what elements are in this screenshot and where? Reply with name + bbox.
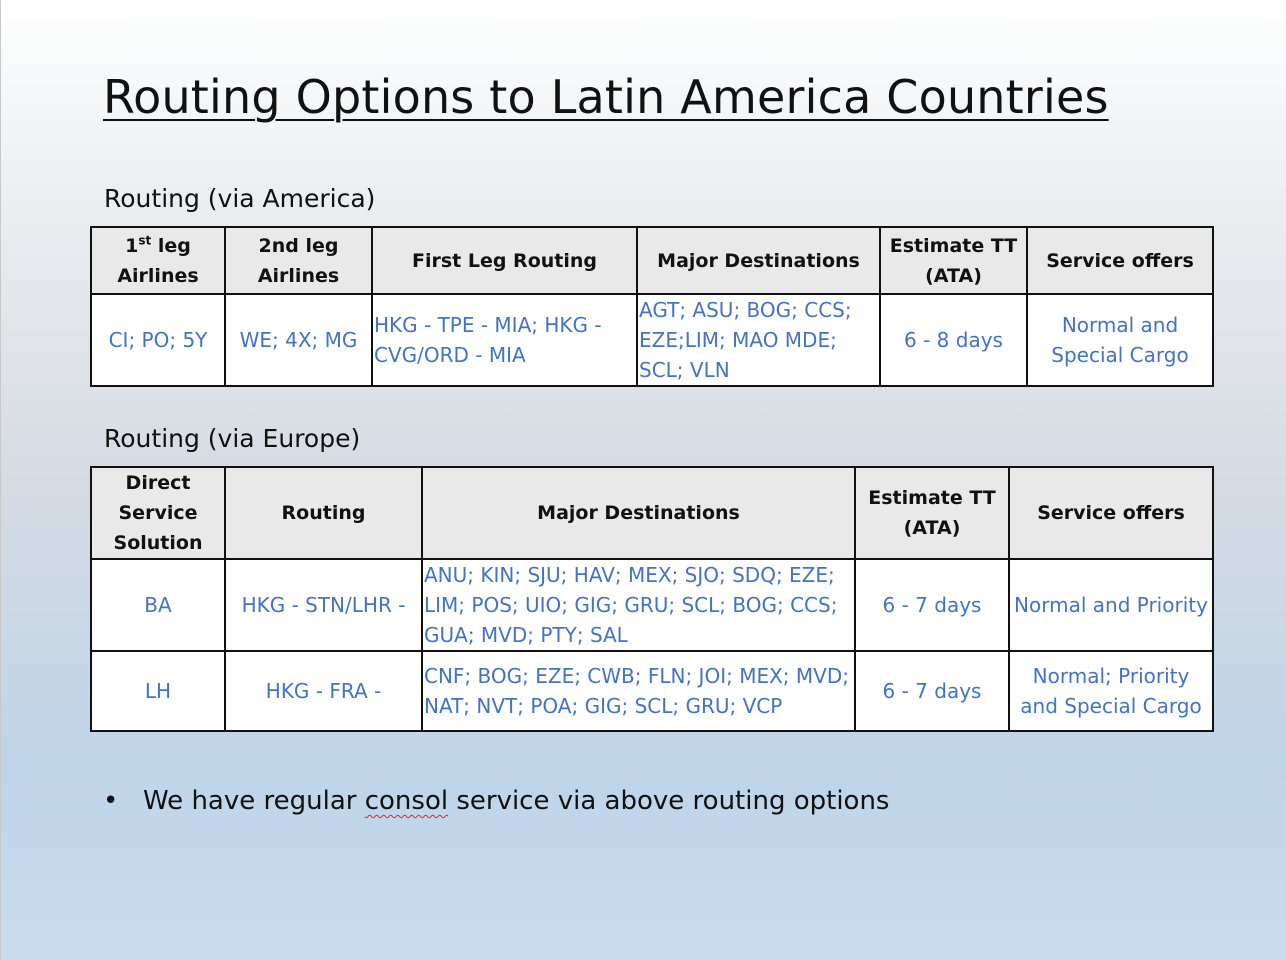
section-label-america: Routing (via America) — [104, 184, 376, 213]
cell-line: HKG - TPE - MIA; HKG - — [374, 313, 602, 337]
cell-carrier: LH — [91, 651, 225, 731]
cell-routing: HKG - STN/LHR - — [225, 559, 422, 651]
bullet-icon: • — [103, 786, 119, 816]
header-first-leg-airlines — [91, 227, 225, 294]
header-major-destinations: Major Destinations — [422, 467, 855, 559]
bullet-text: service via above routing options — [448, 786, 890, 816]
header-text: (ATA) — [903, 517, 961, 539]
cell-line: CNF; BOG; EZE; CWB; FLN; JOI; MEX; MVD; — [424, 664, 849, 688]
header-text: Direct — [125, 472, 191, 494]
europe-routing-table — [90, 466, 1214, 732]
cell-line: and Special Cargo — [1020, 694, 1202, 718]
header-first-leg-routing: First Leg Routing — [372, 227, 637, 294]
cell-line: Normal and — [1061, 313, 1179, 337]
table-header-row — [91, 467, 1213, 559]
cell-destinations — [422, 559, 855, 651]
table-row — [91, 559, 1213, 651]
cell-line: Normal; Priority — [1032, 664, 1190, 688]
header-service-offers: Service offers — [1027, 227, 1213, 294]
header-text: leg — [151, 234, 191, 257]
america-routing-table — [90, 226, 1214, 387]
bullet-point — [103, 786, 889, 816]
cell-service — [1027, 294, 1213, 386]
cell-line: AGT; ASU; BOG; CCS; — [639, 298, 852, 322]
cell-line: CVG/ORD - MIA — [374, 343, 526, 367]
cell-transit-time: 6 - 8 days — [880, 294, 1027, 386]
header-text: Airlines — [117, 264, 199, 287]
cell-service: Normal and Priority — [1009, 559, 1213, 651]
cell-first-leg: CI; PO; 5Y — [91, 294, 225, 386]
header-major-destinations: Major Destinations — [637, 227, 880, 294]
header-text: Airlines — [257, 264, 340, 287]
header-superscript: st — [138, 233, 152, 248]
cell-line: Special Cargo — [1051, 343, 1189, 367]
cell-line: GUA; MVD; PTY; SAL — [424, 623, 628, 647]
slide-title: Routing Options to Latin America Countries — [103, 70, 1109, 124]
cell-second-leg: WE; 4X; MG — [225, 294, 372, 386]
header-text: 2nd leg — [258, 234, 339, 257]
header-service-offers: Service offers — [1009, 467, 1213, 559]
table-header-row — [91, 227, 1213, 294]
table-row — [91, 294, 1213, 386]
bullet-text: We have regular — [143, 786, 365, 816]
header-estimate-tt — [880, 227, 1027, 294]
header-text: 1 — [125, 234, 139, 257]
spellcheck-flagged-word[interactable]: consol — [364, 786, 449, 816]
cell-transit-time: 6 - 7 days — [855, 651, 1009, 731]
cell-line: SCL; VLN — [639, 358, 730, 382]
table-row — [91, 651, 1213, 731]
cell-line: ANU; KIN; SJU; HAV; MEX; SJO; SDQ; EZE; — [424, 563, 835, 587]
header-text: (ATA) — [925, 264, 982, 287]
cell-line: NAT; NVT; POA; GIG; SCL; GRU; VCP — [424, 694, 783, 718]
header-second-leg-airlines — [225, 227, 372, 294]
cell-carrier: BA — [91, 559, 225, 651]
header-text: Estimate TT — [889, 234, 1018, 257]
header-direct-service — [91, 467, 225, 559]
header-text: Estimate TT — [868, 487, 996, 509]
header-routing: Routing — [225, 467, 422, 559]
header-text: Service — [118, 502, 198, 524]
cell-routing — [372, 294, 637, 386]
header-text: Solution — [113, 532, 203, 554]
section-label-europe: Routing (via Europe) — [104, 424, 361, 453]
header-estimate-tt — [855, 467, 1009, 559]
cell-line: EZE;LIM; MAO MDE; — [639, 328, 837, 352]
cell-service — [1009, 651, 1213, 731]
cell-destinations — [637, 294, 880, 386]
cell-destinations — [422, 651, 855, 731]
cell-transit-time: 6 - 7 days — [855, 559, 1009, 651]
cell-line: LIM; POS; UIO; GIG; GRU; SCL; BOG; CCS; — [424, 593, 838, 617]
cell-routing: HKG - FRA - — [225, 651, 422, 731]
